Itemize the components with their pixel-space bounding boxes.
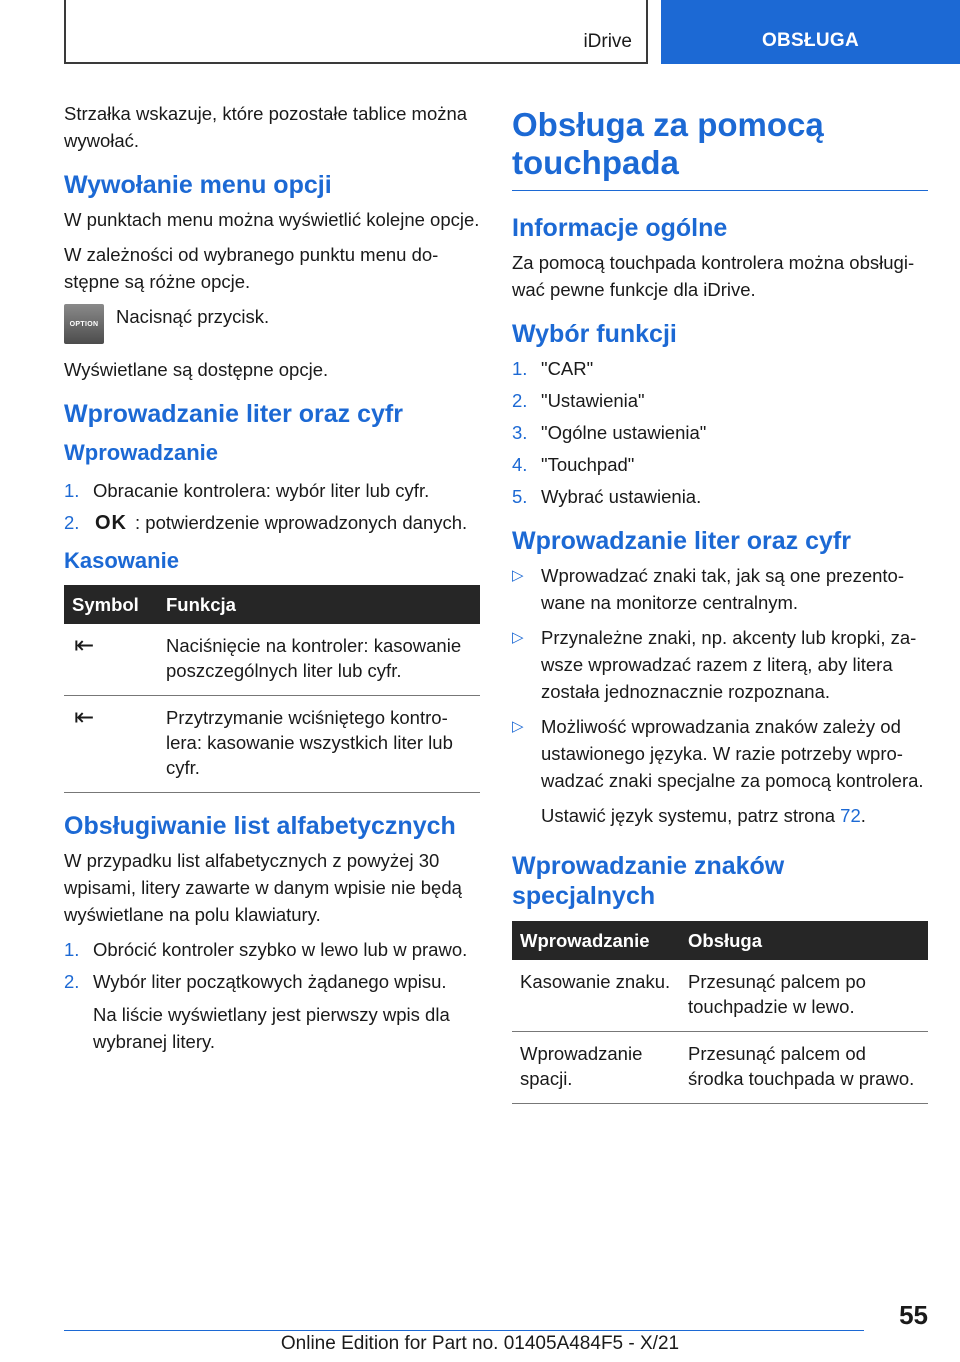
step-text: : potwierdzenie wprowadzonych danych. [135, 512, 468, 533]
list-item [64, 936, 480, 963]
select-heading: Wybór funkcji [512, 320, 677, 348]
option-button-label: OPTION [69, 320, 99, 328]
step-text: Obrócić kontroler szybko w lewo lub w prawo. [93, 939, 468, 960]
entry-bullets [512, 562, 928, 794]
table-cell-function: Naciśnięcie na kontroler: kasowanie poszczególnych liter lub cyfr. [158, 624, 480, 696]
lists-heading: Obsługiwanie list alfabetycznych [64, 812, 456, 840]
table-row [512, 960, 928, 1032]
page-number: 55 [899, 1300, 928, 1330]
general-heading: Informacje ogólne [512, 214, 728, 242]
touchpad-heading: Obsługa za pomocą touchpada [512, 106, 928, 191]
table-cell-action: Przesunąć palcem po touchpadzie w lewo. [680, 960, 928, 1032]
footer-divider [64, 1330, 864, 1331]
step-text: Wybór liter początkowych żądanego wpisu. [93, 971, 447, 992]
step-number: 1. [64, 480, 80, 501]
special-heading: Wprowadzanie znaków specjalnych [512, 852, 785, 910]
list-item [512, 355, 928, 382]
step-number: 5. [512, 486, 528, 507]
delete-table [64, 585, 480, 793]
footer-edition-text: Online Edition for Part no. 01405A484F5 - X/21 [280, 1333, 680, 1354]
step-number: 4. [512, 454, 528, 475]
list-item [64, 477, 480, 504]
table-header-symbol: Symbol [64, 585, 158, 624]
list-item [512, 483, 928, 510]
table-cell-action: Przesunąć palcem od środka touchpada w prawo. [680, 1032, 928, 1104]
step-text: "Ogólne ustawienia" [541, 422, 707, 443]
ok-icon: OK [95, 512, 127, 534]
option-button-icon [64, 304, 104, 344]
list-item [512, 387, 928, 414]
list-item [512, 562, 928, 616]
table-row [64, 624, 480, 696]
backspace-icon: ⇤ [74, 632, 95, 659]
triangle-bullet-icon: ▷ [512, 718, 524, 735]
entry-subheading: Wprowadzanie [64, 440, 219, 465]
intro-paragraph: Strzałka wskazuje, które pozostałe tablice można wywołać. [64, 103, 468, 151]
right-column [512, 100, 928, 1122]
step-text: "Ustawienia" [541, 390, 645, 411]
step-number: 1. [512, 358, 528, 379]
header-chapter-box [64, 0, 648, 64]
step-text: Obracanie kontrolera: wybór liter lub cyfr. [93, 480, 430, 501]
delete-subheading: Kasowanie [64, 548, 179, 573]
select-steps [512, 355, 928, 510]
table-header-function: Funkcja [158, 585, 480, 624]
table-row [64, 696, 480, 793]
bullet-text: Możliwość wprowadzania znaków zależy od ustawionego języka. W razie potrzeby wprowadzać znaki specjalne za pomocą kontrolera. [541, 716, 924, 791]
language-note-suffix: . [860, 805, 866, 826]
lists-steps [64, 936, 480, 995]
triangle-bullet-icon: ▷ [512, 567, 524, 584]
options-result: Wyświetlane są dostępne opcje. [64, 359, 329, 380]
entry-heading-right: Wprowadzanie liter oraz cyfr [512, 527, 851, 555]
general-paragraph: Za pomocą touchpada kontrolera można obsługiwać pewne funkcje dla iDrive. [512, 252, 915, 300]
list-item [64, 509, 480, 537]
options-paragraph-1: W punktach menu można wyświetlić kolejne opcje. [64, 209, 480, 230]
list-item [512, 451, 928, 478]
header-section-tab [661, 0, 960, 64]
step-text: "CAR" [541, 358, 594, 379]
special-table [512, 921, 928, 1104]
table-header-row [512, 921, 928, 960]
list-item [64, 968, 480, 995]
list-item [512, 419, 928, 446]
list-item [512, 713, 928, 794]
table-cell-function: Przytrzymanie wciśniętego kontrolera: kasowanie wszystkich liter lub cyfr. [158, 696, 480, 793]
table-cell-input: Kasowanie znaku. [512, 960, 680, 1032]
step-number: 3. [512, 422, 528, 443]
table-row [512, 1032, 928, 1104]
options-heading: Wywołanie menu opcji [64, 171, 332, 199]
lists-paragraph: W przypadku list alfabetycznych z powyżej 30 wpisami, litery zawarte w danym wpisie nie będą wyświetlane na polu klawiatury. [64, 850, 462, 925]
header-chapter-label: iDrive [583, 31, 632, 52]
header-section-label: OBSŁUGA [761, 30, 860, 51]
entry-heading: Wprowadzanie liter oraz cyfr [64, 400, 403, 428]
option-press-text: Nacisnąć przycisk. [116, 306, 270, 327]
step-number: 2. [64, 512, 80, 533]
option-button-instruction [64, 303, 480, 344]
page-link[interactable]: 72 [840, 805, 861, 826]
step-number: 2. [512, 390, 528, 411]
bullet-text: Przynależne znaki, np. akcenty lub kropki, zawsze wprowadzać razem z literą, aby litera została jednoznacznie rozpoznana. [541, 627, 917, 702]
backspace-icon: ⇤ [74, 704, 95, 731]
bullet-text: Wprowadzać znaki tak, jak są one prezentowane na monitorze centralnym. [541, 565, 904, 613]
language-note-text: Ustawić język systemu, patrz strona [541, 805, 841, 826]
lists-note: Na liście wyświetlany jest pierwszy wpis dla wybranej litery. [93, 1004, 450, 1052]
step-number: 1. [64, 939, 80, 960]
options-paragraph-2: W zależności od wybranego punktu menu dostępne są różne opcje. [64, 244, 439, 292]
list-item [512, 624, 928, 705]
step-text: Wybrać ustawienia. [541, 486, 702, 507]
table-header-row [64, 585, 480, 624]
triangle-bullet-icon: ▷ [512, 629, 524, 646]
table-cell-input: Wprowadzanie spacji. [512, 1032, 680, 1104]
language-note [512, 802, 928, 829]
step-number: 2. [64, 971, 80, 992]
left-column [64, 100, 480, 1061]
step-text: "Touchpad" [541, 454, 635, 475]
table-header-action: Obsługa [680, 921, 928, 960]
entry-steps [64, 477, 480, 537]
table-header-input: Wprowadzanie [512, 921, 680, 960]
